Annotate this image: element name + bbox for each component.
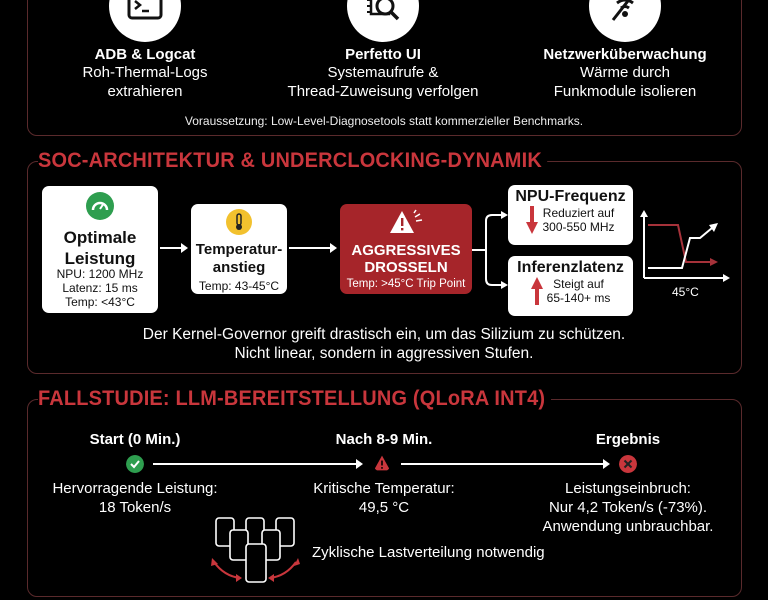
tool-desc: Funkmodule isolieren [553,83,697,100]
graph-temp-label: 45°C [672,285,699,299]
box-title: DROSSELN [364,259,448,276]
arrow-up-icon [531,277,543,305]
step-value: 18 Token/s [98,499,172,516]
npu-range: 300-550 MHz [542,220,615,234]
trip-point-value: Temp: >45°C Trip Point [346,278,466,290]
section-title-case: FALLSTUDIE: LLM-BEREITSTELLUNG (QLoRA INT4) [38,387,551,411]
warning-icon [373,454,391,472]
aggressive-throttle-box [340,204,472,294]
arrow-down-icon [526,206,538,234]
load-balancing-phones-icon [210,516,302,584]
box-title: AGGRESSIVES [351,242,461,259]
tool-network [515,0,735,101]
tool-desc: Roh-Thermal-Logs [82,64,208,81]
timeline-arrow [153,463,361,465]
tool-desc: Systemaufrufe & [327,64,439,81]
thermometer-icon [226,209,252,235]
tool-desc: Wärme durch [579,64,671,81]
flow-arrow [160,247,186,249]
step-start-desc [15,479,255,517]
step-value: 49,5 °C [358,499,410,516]
temp-value: Temp: <43°C [65,295,135,309]
timeline-arrow [401,463,608,465]
speedometer-icon [86,192,114,220]
tool-desc: extrahieren [107,83,183,100]
step-line: Leistungseinbruch: [565,480,691,497]
prerequisite-note: Voraussetzung: Low-Level-Diagnosetools statt kommerzieller Benchmarks. [184,114,584,128]
step-line: Anwendung unbrauchbar. [542,518,714,535]
governor-note [0,325,768,363]
terminal-icon [109,0,181,42]
optimal-performance-box [42,186,158,313]
step-mid-desc [264,479,504,517]
latency-line: Steigt auf [553,277,604,291]
latency-value: Latenz: 15 ms [62,281,138,295]
step-mid-head: Nach 8-9 Min. [335,431,433,448]
step-result-head: Ergebnis [595,431,661,448]
tool-name: Perfetto UI [345,46,421,63]
load-balancing-note: Zyklische Lastverteilung notwendig [312,544,545,561]
temp-value: Temp: 43-45°C [198,279,280,293]
section-title-soc: SOC-ARCHITEKTUR & UNDERCLOCKING-DYNAMIK [38,149,548,173]
inference-latency-box [508,256,633,316]
box-title: Inferenzlatenz [517,259,624,276]
check-icon [126,455,144,473]
governor-line: Nicht linear, sondern in aggressiven Stufen. [234,345,534,362]
npu-line: Reduziert auf [542,206,615,220]
step-value: Nur 4,2 Token/s (-73%). [548,499,708,516]
chip-search-icon [347,0,419,42]
error-icon [619,455,637,473]
tool-desc: Thread-Zuweisung verfolgen [287,83,479,100]
step-line: Hervorragende Leistung: [52,480,218,497]
step-result-desc [508,479,748,536]
box-title: Temperatur- [195,241,283,258]
box-title: Leistung [64,249,136,268]
temperature-rise-box [191,204,287,294]
box-title: Optimale [63,228,137,247]
wifi-off-icon [589,0,661,42]
step-line: Kritische Temperatur: [313,480,455,497]
tool-perfetto [273,0,493,101]
governor-line: Der Kernel-Governor greift drastisch ein, um das Silizium zu schützen. [142,326,626,343]
npu-value: NPU: 1200 MHz [56,267,144,281]
throttle-graph-icon [640,210,735,285]
branch-arrows [472,205,508,295]
flow-arrow [289,247,335,249]
warning-icon [389,209,423,237]
npu-frequency-box [508,185,633,245]
tool-name: Netzwerküberwachung [543,46,707,63]
box-title: anstieg [212,259,266,276]
latency-range: 65-140+ ms [546,291,611,305]
tool-name: ADB & Logcat [94,46,196,63]
tool-adb-logcat [35,0,255,101]
box-title: NPU-Frequenz [515,188,626,205]
step-start-head: Start (0 Min.) [89,431,181,448]
